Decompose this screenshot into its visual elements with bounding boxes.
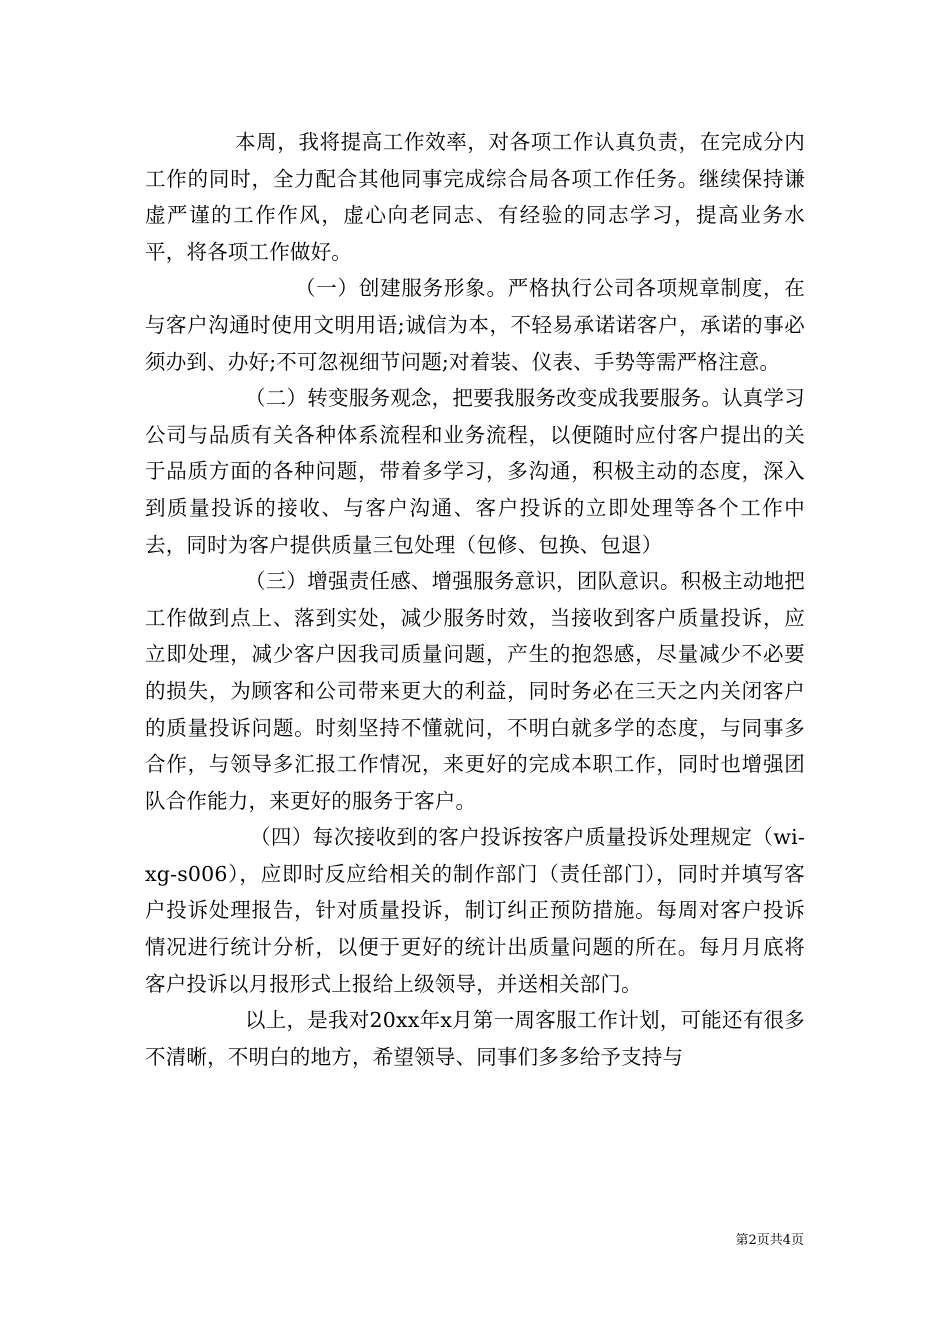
paragraph-item-4: （四）每次接收到的客户投诉按客户质量投诉处理规定（wi-xg-s006），应即时反应给相关的制作部门（责任部门），同时并填写客户投诉处理报告，针对质量投诉，制订纠正预防措施。每周对客户投诉情况进行统计分析，以便于更好的统计出质量问题的所在。每月月底将客户投诉以月报形式上报给上级领导，并送相关部门。	[145, 825, 805, 996]
page-number-footer: 第2页共4页	[735, 1233, 804, 1248]
paragraph-intro: 本周，我将提高工作效率，对各项工作认真负责，在完成分内工作的同时，全力配合其他同事完成综合局各项工作任务。继续保持谦虚严谨的工作作风，虚心向老同志、有经验的同志学习，提高业务水平，将各项工作做好。	[145, 130, 805, 264]
paragraph-item-3: （三）增强责任感、增强服务意识，团队意识。积极主动地把工作做到点上、落到实处，减少服务时效，当接收到客户质量投诉，应立即处理，减少客户因我司质量问题，产生的抱怨感，尽量减少不必要的损失，为顾客和公司带来更大的利益，同时务必在三天之内关闭客户的质量投诉问题。时刻坚持不懂就问，不明白就多学的态度，与同事多合作，与领导多汇报工作情况，来更好的完成本职工作，同时也增强团队合作能力，来更好的服务于客户。	[145, 569, 805, 813]
paragraph-item-2: （二）转变服务观念，把要我服务改变成我要服务。认真学习公司与品质有关各种体系流程和业务流程，以便随时应付客户提出的关于品质方面的各种问题，带着多学习，多沟通，积极主动的态度，深入到质量投诉的接收、与客户沟通、客户投诉的立即处理等各个工作中去，同时为客户提供质量三包处理（包修、包换、包退）	[145, 386, 805, 557]
document-body	[145, 124, 805, 1075]
paragraph-conclusion: 以上，是我对20xx年x月第一周客服工作计划，可能还有很多不清晰，不明白的地方，希望领导、同事们多多给予支持与	[145, 1008, 805, 1069]
paragraph-item-1: （一）创建服务形象。严格执行公司各项规章制度，在与客户沟通时使用文明用语;诚信为本，不轻易承诺诺客户，承诺的事必须办到、办好;不可忽视细节问题;对着装、仪表、手势等需严格注意。	[145, 276, 805, 374]
